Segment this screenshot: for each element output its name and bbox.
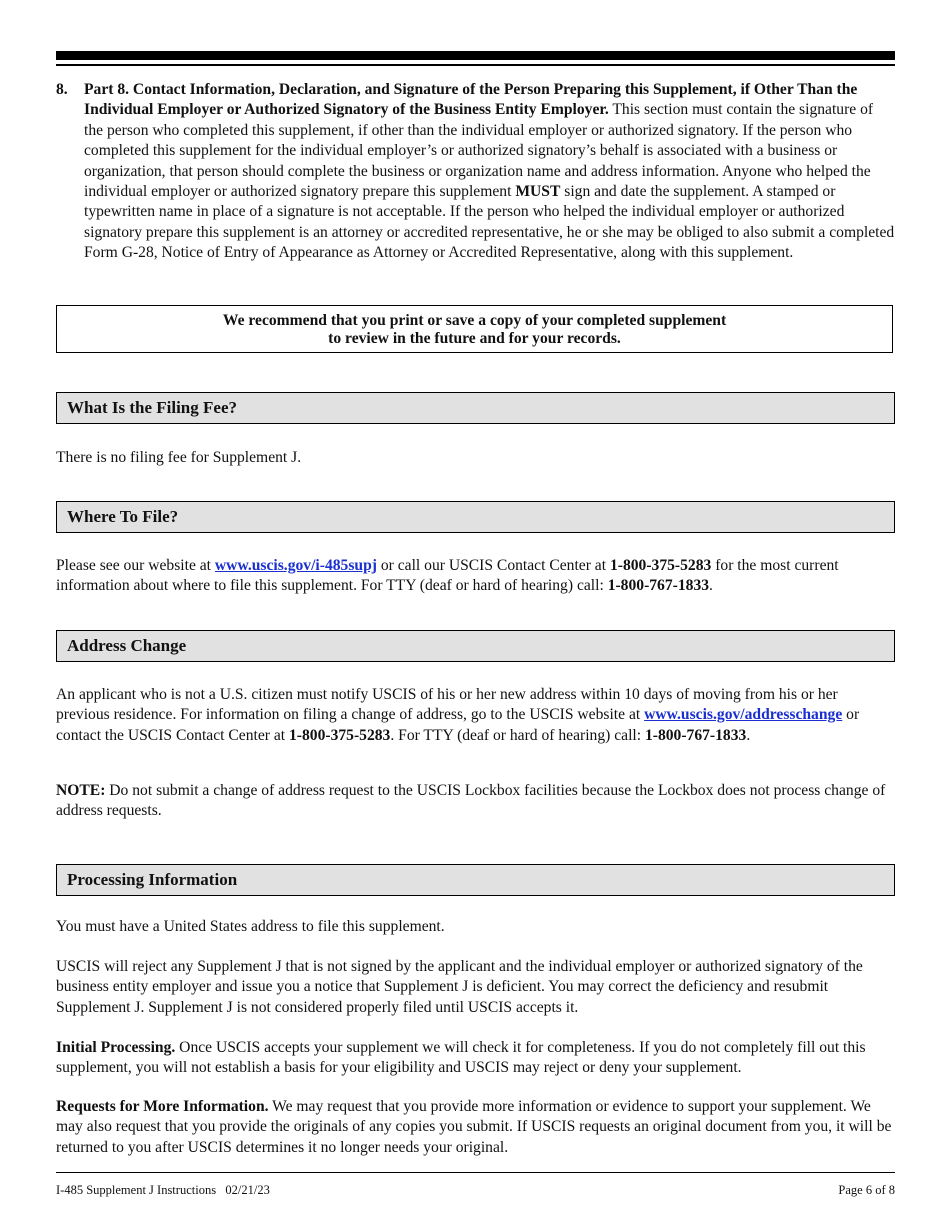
requests-more-info-label: Requests for More Information.	[56, 1098, 269, 1115]
where-to-file-text-1: Please see our website at	[56, 557, 215, 574]
initial-processing-text	[56, 1038, 895, 1079]
header-rule-thick	[56, 51, 895, 60]
address-change-text-4: .	[746, 726, 751, 744]
where-to-file-text-2: or call our USCIS Contact Center at	[376, 557, 610, 574]
section-heading-processing-information: Processing Information	[56, 864, 895, 896]
recommendation-line-2: to review in the future and for your records.	[328, 330, 621, 347]
addresschange-link[interactable]: www.uscis.gov/addresschange	[644, 706, 843, 724]
footer-rule	[56, 1172, 895, 1173]
header-rule-thin	[56, 64, 895, 66]
requests-more-info-text	[56, 1097, 895, 1158]
section-heading-address-change: Address Change	[56, 630, 895, 662]
address-change-note	[56, 781, 895, 822]
section-heading-filing-fee: What Is the Filing Fee?	[56, 392, 895, 424]
recommendation-line-1: We recommend that you print or save a copy of your completed supplement	[222, 312, 727, 329]
footer-form-title: I-485 Supplement J Instructions 02/21/23	[56, 1183, 270, 1197]
contact-center-phone: 1-800-375-5283	[609, 557, 712, 574]
i-485supj-link[interactable]: www.uscis.gov/i-485supj	[214, 557, 377, 574]
address-change-text	[56, 685, 895, 746]
filing-fee-text: There is no filing fee for Supplement J.	[56, 449, 302, 466]
item-8-text-1: This section must contain the signature of the person who completed this supplement, if other than the individual employer or authorized signatory. If the person who completed this supplement for the individual employer’s or authorized signatory’s behalf is associated with a business or organization, that person should complete the business or organization name and address information. Anyone who helped the individual employer or authorized signatory prepare this supplement	[84, 101, 874, 201]
requests-more-info-body: We may request that you provide more information or evidence to support your supplement. We may also request that you provide the originals of any copies you submit. If USCIS requests an original document from you, it will be returned to you after USCIS determines it no longer needs your original.	[56, 1098, 892, 1156]
item-8-body	[84, 80, 896, 264]
item-8-part-8	[56, 80, 895, 264]
where-to-file-text	[56, 556, 895, 597]
address-change-text-3: . For TTY (deaf or hard of hearing) call:	[390, 726, 645, 744]
processing-text-1: You must have a United States address to file this supplement.	[56, 918, 445, 935]
address-change-text-1: An applicant who is not a U.S. citizen must notify USCIS of his or her new address within 10 days of moving from his or her previous residence. For information on filing a change of address, go to the USCIS website at	[56, 686, 838, 724]
initial-processing-label: Initial Processing.	[56, 1039, 176, 1056]
note-text: Do not submit a change of address request to the USCIS Lockbox facilities because the Lockbox does not process change of address requests.	[56, 782, 886, 820]
address-change-text-2: or contact the USCIS Contact Center at	[56, 706, 860, 744]
item-8-text-2: sign and date the supplement. A stamped or typewritten name in place of a signature is not acceptable. If the person who helped the individual employer or authorized signatory prepare this supplement is an attorney or accredited representative, he or she may be obliged to also submit a completed Form G-28, Notice of Entry of Appearance as Attorney or Accredited Representative, along with this supplement.	[84, 183, 895, 262]
footer-page-number: Page 6 of 8	[838, 1183, 895, 1197]
address-change-tty-phone: 1-800-767-1833	[644, 726, 747, 744]
processing-text-2: USCIS will reject any Supplement J that is not signed by the applicant and the individual employer or authorized signatory of the business entity employer and issue you a notice that Supplement J is deficient. You may correct the deficiency and resubmit Supplement J. Supplement J is not considered properly filed until USCIS accepts it.	[56, 958, 863, 1016]
item-8-title: Part 8. Contact Information, Declaration, and Signature of the Person Preparing this Supplement, if Other Than the Individual Employer or Authorized Signatory of the Business Entity Employer.	[84, 81, 858, 119]
tty-phone: 1-800-767-1833	[607, 577, 710, 595]
section-heading-where-to-file: Where To File?	[56, 501, 895, 533]
note-label: NOTE:	[56, 782, 106, 799]
item-8-must: MUST	[515, 183, 561, 201]
where-to-file-text-3: for the most current information about where to file this supplement. For TTY (deaf or hard of hearing) call:	[56, 557, 839, 595]
where-to-file-text-4: .	[709, 577, 713, 595]
address-change-phone: 1-800-375-5283	[289, 726, 391, 744]
initial-processing-body: Once USCIS accepts your supplement we will check it for completeness. If you do not completely fill out this supplement, you will not establish a basis for your eligibility and USCIS may reject or deny your supplement.	[56, 1039, 866, 1077]
item-number: 8.	[56, 81, 68, 98]
recommendation-box	[56, 305, 893, 353]
